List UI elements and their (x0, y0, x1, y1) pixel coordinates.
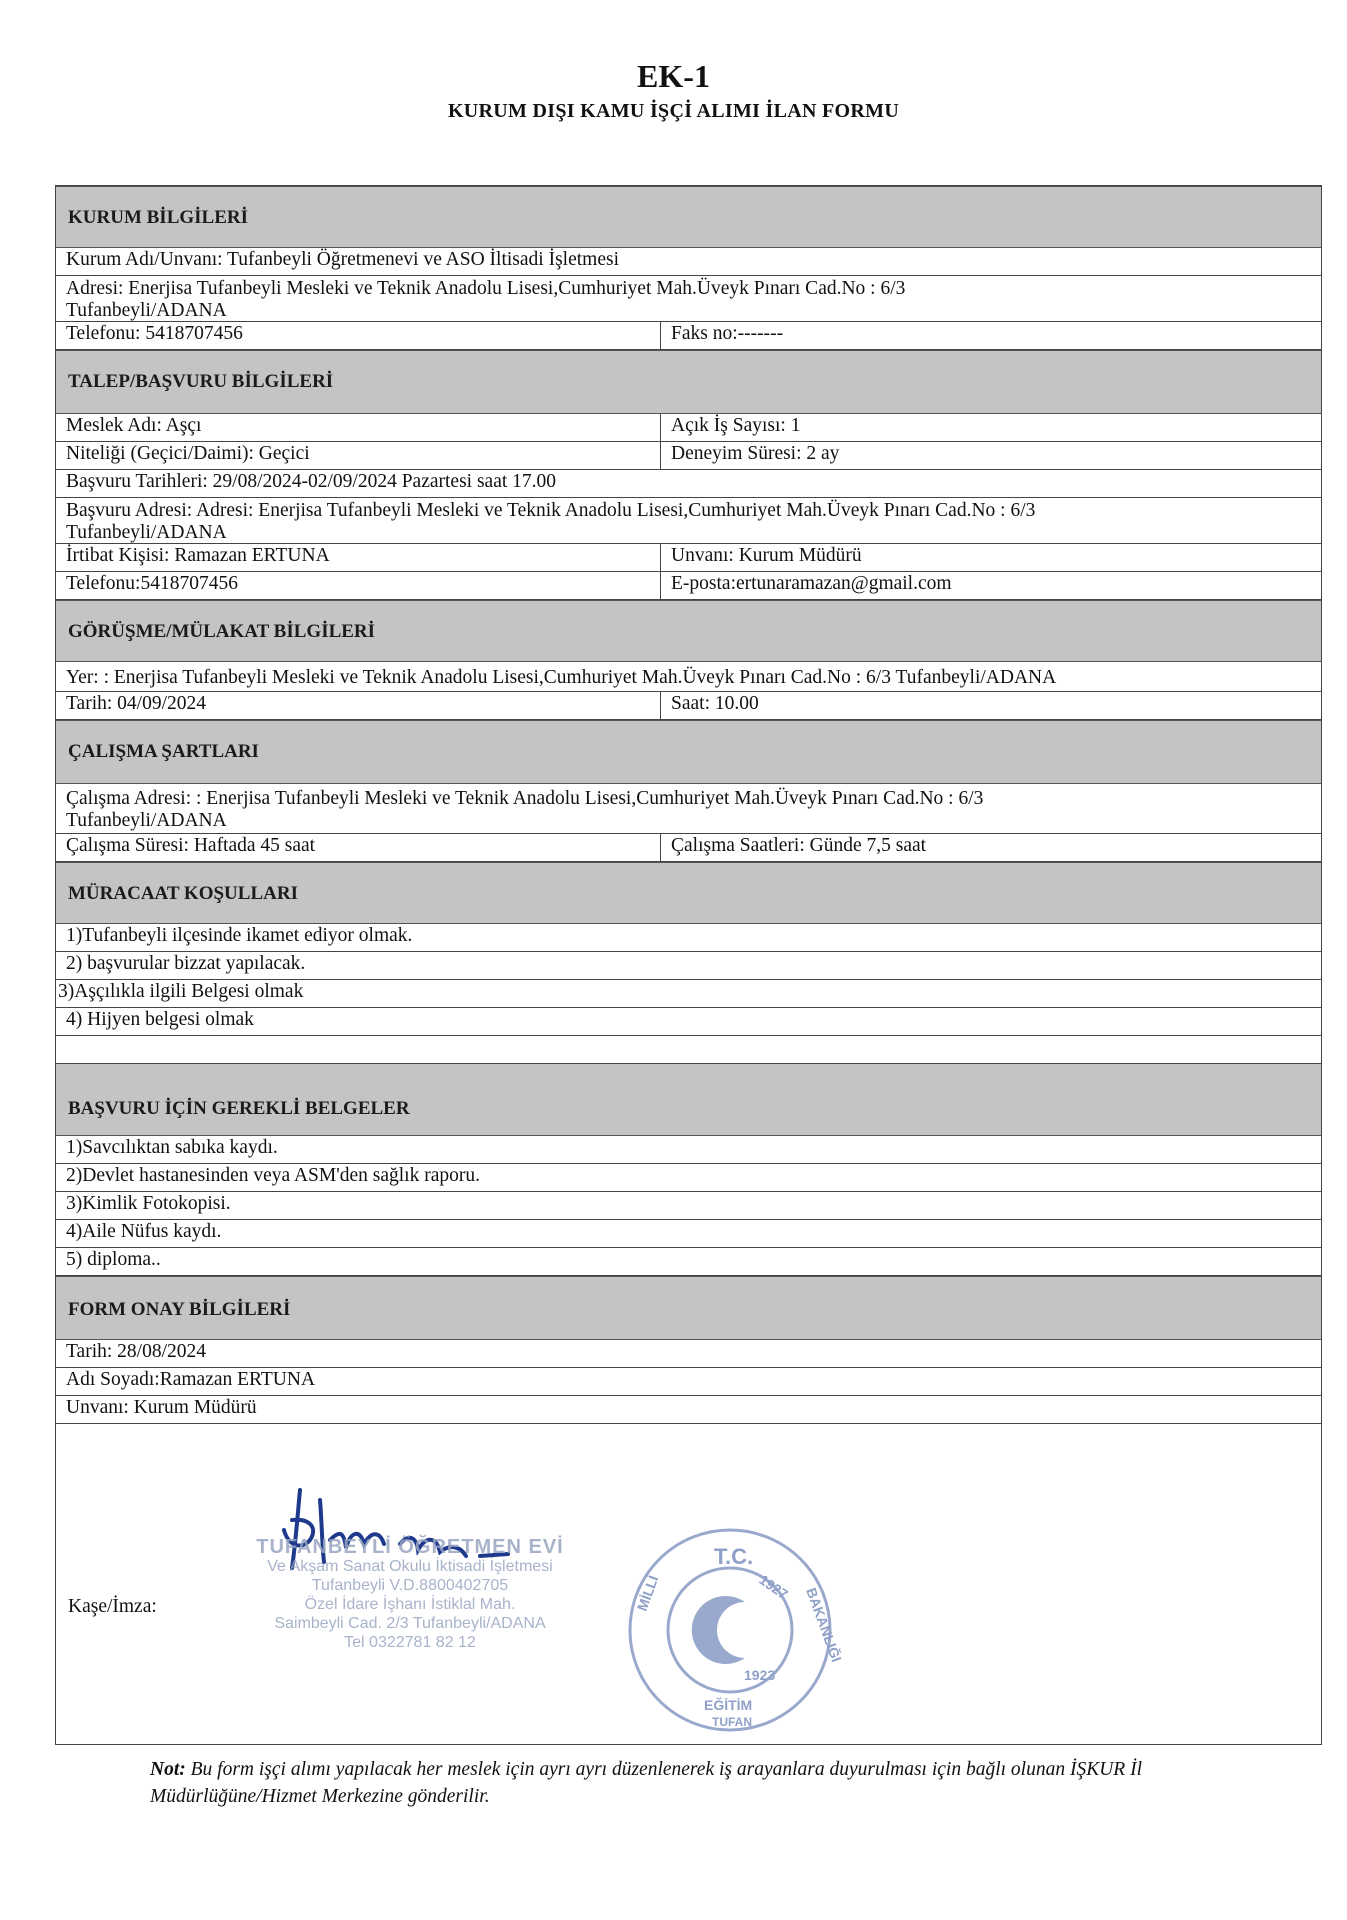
section-muracaat-header (56, 862, 1321, 924)
row-gorusme-tarih (56, 692, 1321, 720)
section-muracaat-title: MÜRACAAT KOŞULLARI (68, 883, 298, 904)
institution-stamp (245, 1538, 575, 1652)
kurum-adres (66, 278, 905, 321)
section-gorusme-header (56, 600, 1321, 662)
row-nitelik (56, 442, 1321, 470)
footer-note (150, 1756, 1230, 1810)
stamp-line-4: Özel İdare İşhanı İstiklal Mah. (304, 1596, 516, 1613)
meslek-adi: Meslek Adı: Aşçı (66, 415, 202, 436)
row-gorusme-yer (56, 662, 1321, 692)
stamp-line-1: TUFANBEYLİ ÖĞRETMEN EVİ (256, 1536, 564, 1558)
seal-year-1: 1927 (756, 1571, 791, 1603)
row-kurum-adres (56, 276, 1321, 322)
calisma-suresi: Çalışma Süresi: Haftada 45 saat (66, 835, 316, 856)
belge-item-2: 2)Devlet hastanesinden veya ASM'den sağlık raporu. (66, 1165, 480, 1186)
kurum-adi: Kurum Adı/Unvanı: Tufanbeyli Öğretmenevi ve ASO İltisadi İşletmesi (66, 249, 619, 270)
acik-is-sayisi: Açık İş Sayısı: 1 (660, 414, 800, 441)
irtibat-telefon: Telefonu:5418707456 (66, 573, 238, 594)
calisma-adresi-line1: Çalışma Adresi: : Enerjisa Tufanbeyli Mesleki ve Teknik Anadolu Lisesi,Cumhuriyet Mah.Üveyk Pınarı Cad.No : 6/3 (66, 788, 984, 809)
kurum-adres-line2: Tufanbeyli/ADANA (66, 300, 227, 321)
section-kurum-title: KURUM BİLGİLERİ (68, 207, 248, 228)
seal-year-2: 1923 (744, 1667, 776, 1683)
section-talep-header (56, 350, 1321, 414)
list-item (56, 1192, 1321, 1220)
row-iletisim (56, 572, 1321, 600)
onay-unvani: Unvanı: Kurum Müdürü (66, 1397, 257, 1418)
document-subtitle: KURUM DIŞI KAMU İŞÇİ ALIMI İLAN FORMU (447, 100, 900, 122)
basvuru-adresi-line1: Başvuru Adresi: Adresi: Enerjisa Tufanbeyli Mesleki ve Teknik Anadolu Lisesi,Cumhuriyet Mah.Üveyk Pınarı Cad.No : 6/3 (66, 500, 1036, 521)
section-kurum-header (56, 186, 1321, 248)
list-item (56, 1220, 1321, 1248)
section-onay-title: FORM ONAY BİLGİLERİ (68, 1299, 291, 1320)
list-item (56, 1164, 1321, 1192)
note-label: Not: (150, 1759, 186, 1780)
list-item (56, 980, 1321, 1008)
list-item (56, 1136, 1321, 1164)
irtibat-kisisi: İrtibat Kişisi: Ramazan ERTUNA (66, 545, 330, 566)
irtibat-unvani: Unvanı: Kurum Müdürü (660, 544, 862, 571)
seal-top: T.C. (714, 1544, 754, 1569)
official-seal-icon (620, 1520, 845, 1740)
kurum-telefon: Telefonu: 5418707456 (66, 323, 243, 344)
section-belgeler-title: BAŞVURU İÇİN GEREKLİ BELGELER (68, 1098, 410, 1119)
row-onay-tarih (56, 1340, 1321, 1368)
muracaat-item-2: 2) başvurular bizzat yapılacak. (66, 953, 306, 974)
note-text: Bu form işçi alımı yapılacak her meslek için ayrı ayrı düzenlenerek iş arayanlara duyurulması için bağlı olunan İŞKUR İl Müdürlüğüne/Hizmet Merkezine gönderilir. (150, 1759, 1143, 1807)
stamp-line-2: Ve Akşam Sanat Okulu İktisadi İşletmesi (267, 1558, 553, 1575)
basvuru-tarihleri: Başvuru Tarihleri: 29/08/2024-02/09/2024 Pazartesi saat 17.00 (66, 471, 557, 492)
muracaat-item-3: 3)Aşçılıkla ilgili Belgesi olmak (58, 981, 304, 1002)
row-calisma-adresi (56, 784, 1321, 834)
section-calisma-title: ÇALIŞMA ŞARTLARI (68, 741, 259, 762)
row-basvuru-adresi (56, 498, 1321, 544)
belge-item-1: 1)Savcılıktan sabıka kaydı. (66, 1137, 278, 1158)
gorusme-yer: Yer: : Enerjisa Tufanbeyli Mesleki ve Teknik Anadolu Lisesi,Cumhuriyet Mah.Üveyk Pınarı Cad.No : 6/3 Tufanbeyli/ADANA (66, 667, 1057, 688)
onay-adi-soyadi: Adı Soyadı:Ramazan ERTUNA (66, 1369, 316, 1390)
gorusme-saat: Saat: 10.00 (660, 692, 759, 719)
list-item (56, 1008, 1321, 1036)
belge-item-5: 5) diploma.. (66, 1249, 161, 1270)
calisma-adresi (66, 788, 983, 833)
stamp-line-3: Tufanbeyli V.D.8800402705 (311, 1577, 509, 1594)
kurum-faks: Faks no:------- (660, 322, 783, 349)
section-talep-title: TALEP/BAŞVURU BİLGİLERİ (68, 371, 334, 392)
seal-ring-text-2: TUFAN (712, 1715, 752, 1729)
belge-item-4: 4)Aile Nüfus kaydı. (66, 1221, 222, 1242)
row-onay-unvan (56, 1396, 1321, 1424)
row-kurum-telefon (56, 322, 1321, 350)
row-kurum-adi (56, 248, 1321, 276)
row-basvuru-tarihleri (56, 470, 1321, 498)
section-belgeler-header (56, 1064, 1321, 1136)
kase-imza-label: Kaşe/İmza: (68, 1596, 157, 1617)
basvuru-adresi (66, 500, 1035, 543)
section-gorusme-title: GÖRÜŞME/MÜLAKAT BİLGİLERİ (68, 621, 376, 642)
section-calisma-header (56, 720, 1321, 784)
stamp-line-5: Saimbeyli Cad. 2/3 Tufanbeyli/ADANA (274, 1615, 546, 1632)
document-title: EK-1 (637, 58, 710, 94)
seal-left-text: MİLLİ (633, 1573, 662, 1614)
calisma-adresi-line2: Tufanbeyli/ADANA (66, 810, 227, 831)
seal-right-text: BAKANLIĞI (803, 1585, 845, 1665)
list-item (56, 1248, 1321, 1276)
row-irtibat (56, 544, 1321, 572)
niteligi: Niteliği (Geçici/Daimi): Geçici (66, 443, 310, 464)
onay-tarih: Tarih: 28/08/2024 (66, 1341, 206, 1362)
row-calisma-sure (56, 834, 1321, 862)
belge-item-3: 3)Kimlik Fotokopisi. (66, 1193, 231, 1214)
deneyim-suresi: Deneyim Süresi: 2 ay (660, 442, 839, 469)
section-onay-header (56, 1276, 1321, 1340)
gorusme-tarih: Tarih: 04/09/2024 (66, 693, 206, 714)
muracaat-item-1: 1)Tufanbeyli ilçesinde ikamet ediyor olmak. (66, 925, 413, 946)
muracaat-item-4: 4) Hijyen belgesi olmak (66, 1009, 254, 1030)
calisma-saatleri: Çalışma Saatleri: Günde 7,5 saat (660, 834, 926, 861)
list-item-empty (56, 1036, 1321, 1064)
stamp-line-6: Tel 0322781 82 12 (344, 1634, 476, 1651)
seal-bottom-text: EĞİTİM (704, 1697, 753, 1713)
row-onay-adi (56, 1368, 1321, 1396)
list-item (56, 924, 1321, 952)
kurum-adres-line1: Adresi: Enerjisa Tufanbeyli Mesleki ve Teknik Anadolu Lisesi,Cumhuriyet Mah.Üveyk Pınarı Cad.No : 6/3 (66, 278, 906, 299)
irtibat-eposta: E-posta:ertunaramazan@gmail.com (660, 572, 952, 599)
row-meslek (56, 414, 1321, 442)
list-item (56, 952, 1321, 980)
basvuru-adresi-line2: Tufanbeyli/ADANA (66, 522, 227, 543)
